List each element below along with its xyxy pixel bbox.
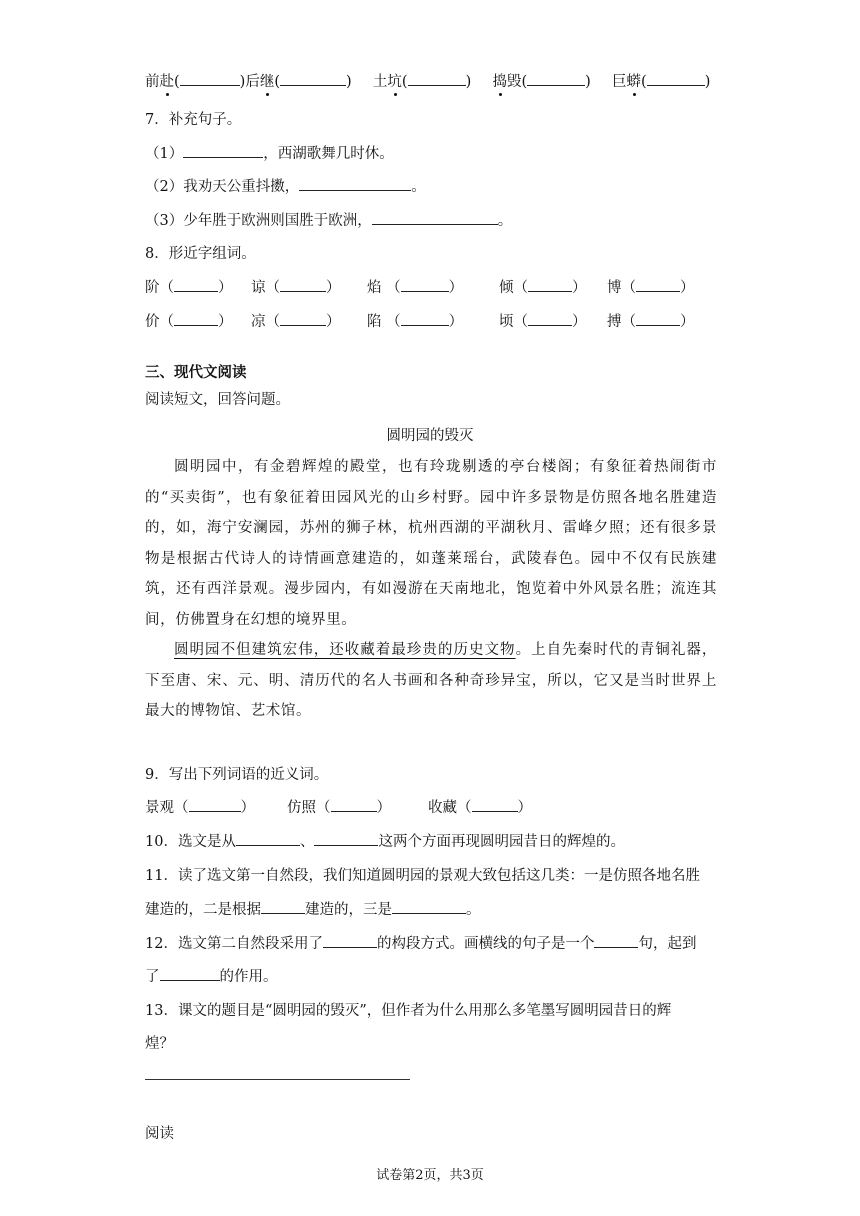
answer-blank[interactable]: [280, 311, 326, 326]
answer-blank[interactable]: [261, 899, 305, 914]
answer-blank[interactable]: [647, 71, 705, 86]
q11-line-1: 11．读了选文第一自然段，我们知道圆明园的景观大致包括这几类：一是仿照各地名胜: [145, 868, 700, 884]
answer-blank[interactable]: [392, 899, 466, 914]
answer-blank[interactable]: [280, 277, 326, 292]
q13-line-2: 煌？: [145, 1036, 174, 1052]
answer-blank[interactable]: [314, 831, 378, 846]
answer-blank[interactable]: [180, 71, 240, 86]
reading-instruction: 阅读短文，回答问题。: [145, 392, 290, 408]
answer-blank[interactable]: [372, 210, 498, 225]
q7-title: 7．补充句子。: [145, 112, 242, 128]
answer-blank[interactable]: [183, 143, 263, 158]
page-footer: 试卷第2页，共3页: [376, 1168, 484, 1183]
answer-blank[interactable]: [636, 311, 680, 326]
pinyin-item: 后继( ): [245, 74, 351, 90]
answer-blank[interactable]: [527, 71, 585, 86]
answer-blank[interactable]: [331, 797, 377, 812]
q8-title: 8．形近字组词。: [145, 246, 256, 262]
answer-blank[interactable]: [323, 933, 377, 948]
answer-blank[interactable]: [299, 176, 411, 191]
answer-blank[interactable]: [236, 831, 300, 846]
answer-blank[interactable]: [160, 966, 220, 981]
q9-title: 9．写出下列词语的近义词。: [145, 767, 329, 783]
q12-line-2: 了 的作用。: [145, 965, 278, 986]
answer-blank[interactable]: [174, 277, 218, 292]
answer-blank[interactable]: [280, 71, 346, 86]
q8-row-1: 阶（ ） 谅（ ） 焰 （ ） 倾（ ） 博（ ）: [145, 276, 695, 297]
q7-item-1: （1） ，西湖歌舞几时休。: [145, 142, 394, 163]
answer-blank[interactable]: [408, 71, 466, 86]
answer-blank[interactable]: [401, 311, 449, 326]
answer-blank[interactable]: [528, 277, 572, 292]
q7-item-2: （2）我劝天公重抖擞， 。: [145, 175, 426, 196]
answer-blank[interactable]: [636, 277, 680, 292]
pinyin-row: [145, 70, 710, 91]
reading-passage: [145, 452, 717, 727]
answer-blank[interactable]: [594, 933, 638, 948]
passage-paragraph-2: 圆明园不但建筑宏伟，还收藏着最珍贵的历史文物。上自先秦时代的青铜礼器，下至唐、宋、元、明、清历代的名人书画和各种奇珍异宝，所以，它又是当时世界上最大的博物馆、艺术馆。: [145, 642, 717, 719]
q7-item-3: （3）少年胜于欧洲则国胜于欧洲， 。: [145, 209, 512, 230]
answer-blank[interactable]: [472, 797, 518, 812]
q11-line-2: 建造的，二是根据 建造的，三是 。: [145, 898, 481, 919]
q12-line-1: 12．选文第二自然段采用了 的构段方式。画横线的句子是一个 句，起到: [145, 932, 696, 953]
answer-blank[interactable]: [174, 311, 218, 326]
answer-blank[interactable]: [528, 311, 572, 326]
q9-row: 景观（ ） 仿照（ ） 收藏（ ）: [145, 796, 532, 817]
section-heading: 三、现代文阅读: [145, 365, 247, 381]
passage-title: 圆明园的毁灭: [386, 428, 474, 444]
q10: 10．选文是从 、 这两个方面再现圆明园昔日的辉煌的。: [145, 830, 625, 851]
passage-paragraph-1: 圆明园中，有金碧辉煌的殿堂，也有玲珑剔透的亭台楼阁；有象征着热闹街市的“买卖街”，也有象征着田园风光的山乡村野。园中许多景物是仿照各地名胜建造的，如，海宁安澜园，苏州的狮子林，杭州西湖的平湖秋月、雷峰夕照；还有很多景物是根据古代诗人的诗情画意建造的，如蓬莱瑶台，武陵春色。园中不仅有民族建筑，还有西洋景观。漫步园内，有如漫游在天南地北，饱览着中外风景名胜；流连其间，仿佛置身在幻想的境界里。: [145, 459, 717, 628]
answer-line[interactable]: [145, 1079, 410, 1080]
pinyin-item: 土坑( ): [373, 74, 471, 90]
underlined-sentence: 圆明园不但建筑宏伟，还收藏着最珍贵的历史文物: [174, 642, 516, 658]
next-section-heading: 阅读: [145, 1126, 174, 1142]
pinyin-item: 巨蟒( ): [612, 74, 710, 90]
pinyin-item: 捣毁( ): [492, 74, 590, 90]
q13-line-1: 13．课文的题目是“圆明园的毁灭”，但作者为什么用那么多笔墨写圆明园昔日的辉: [145, 1003, 672, 1019]
answer-blank[interactable]: [401, 277, 449, 292]
q8-row-2: 价（ ） 凉（ ） 陷 （ ） 顷（ ） 搏（ ）: [145, 310, 695, 331]
pinyin-item: 前赴( ): [145, 74, 245, 90]
answer-blank[interactable]: [189, 797, 241, 812]
